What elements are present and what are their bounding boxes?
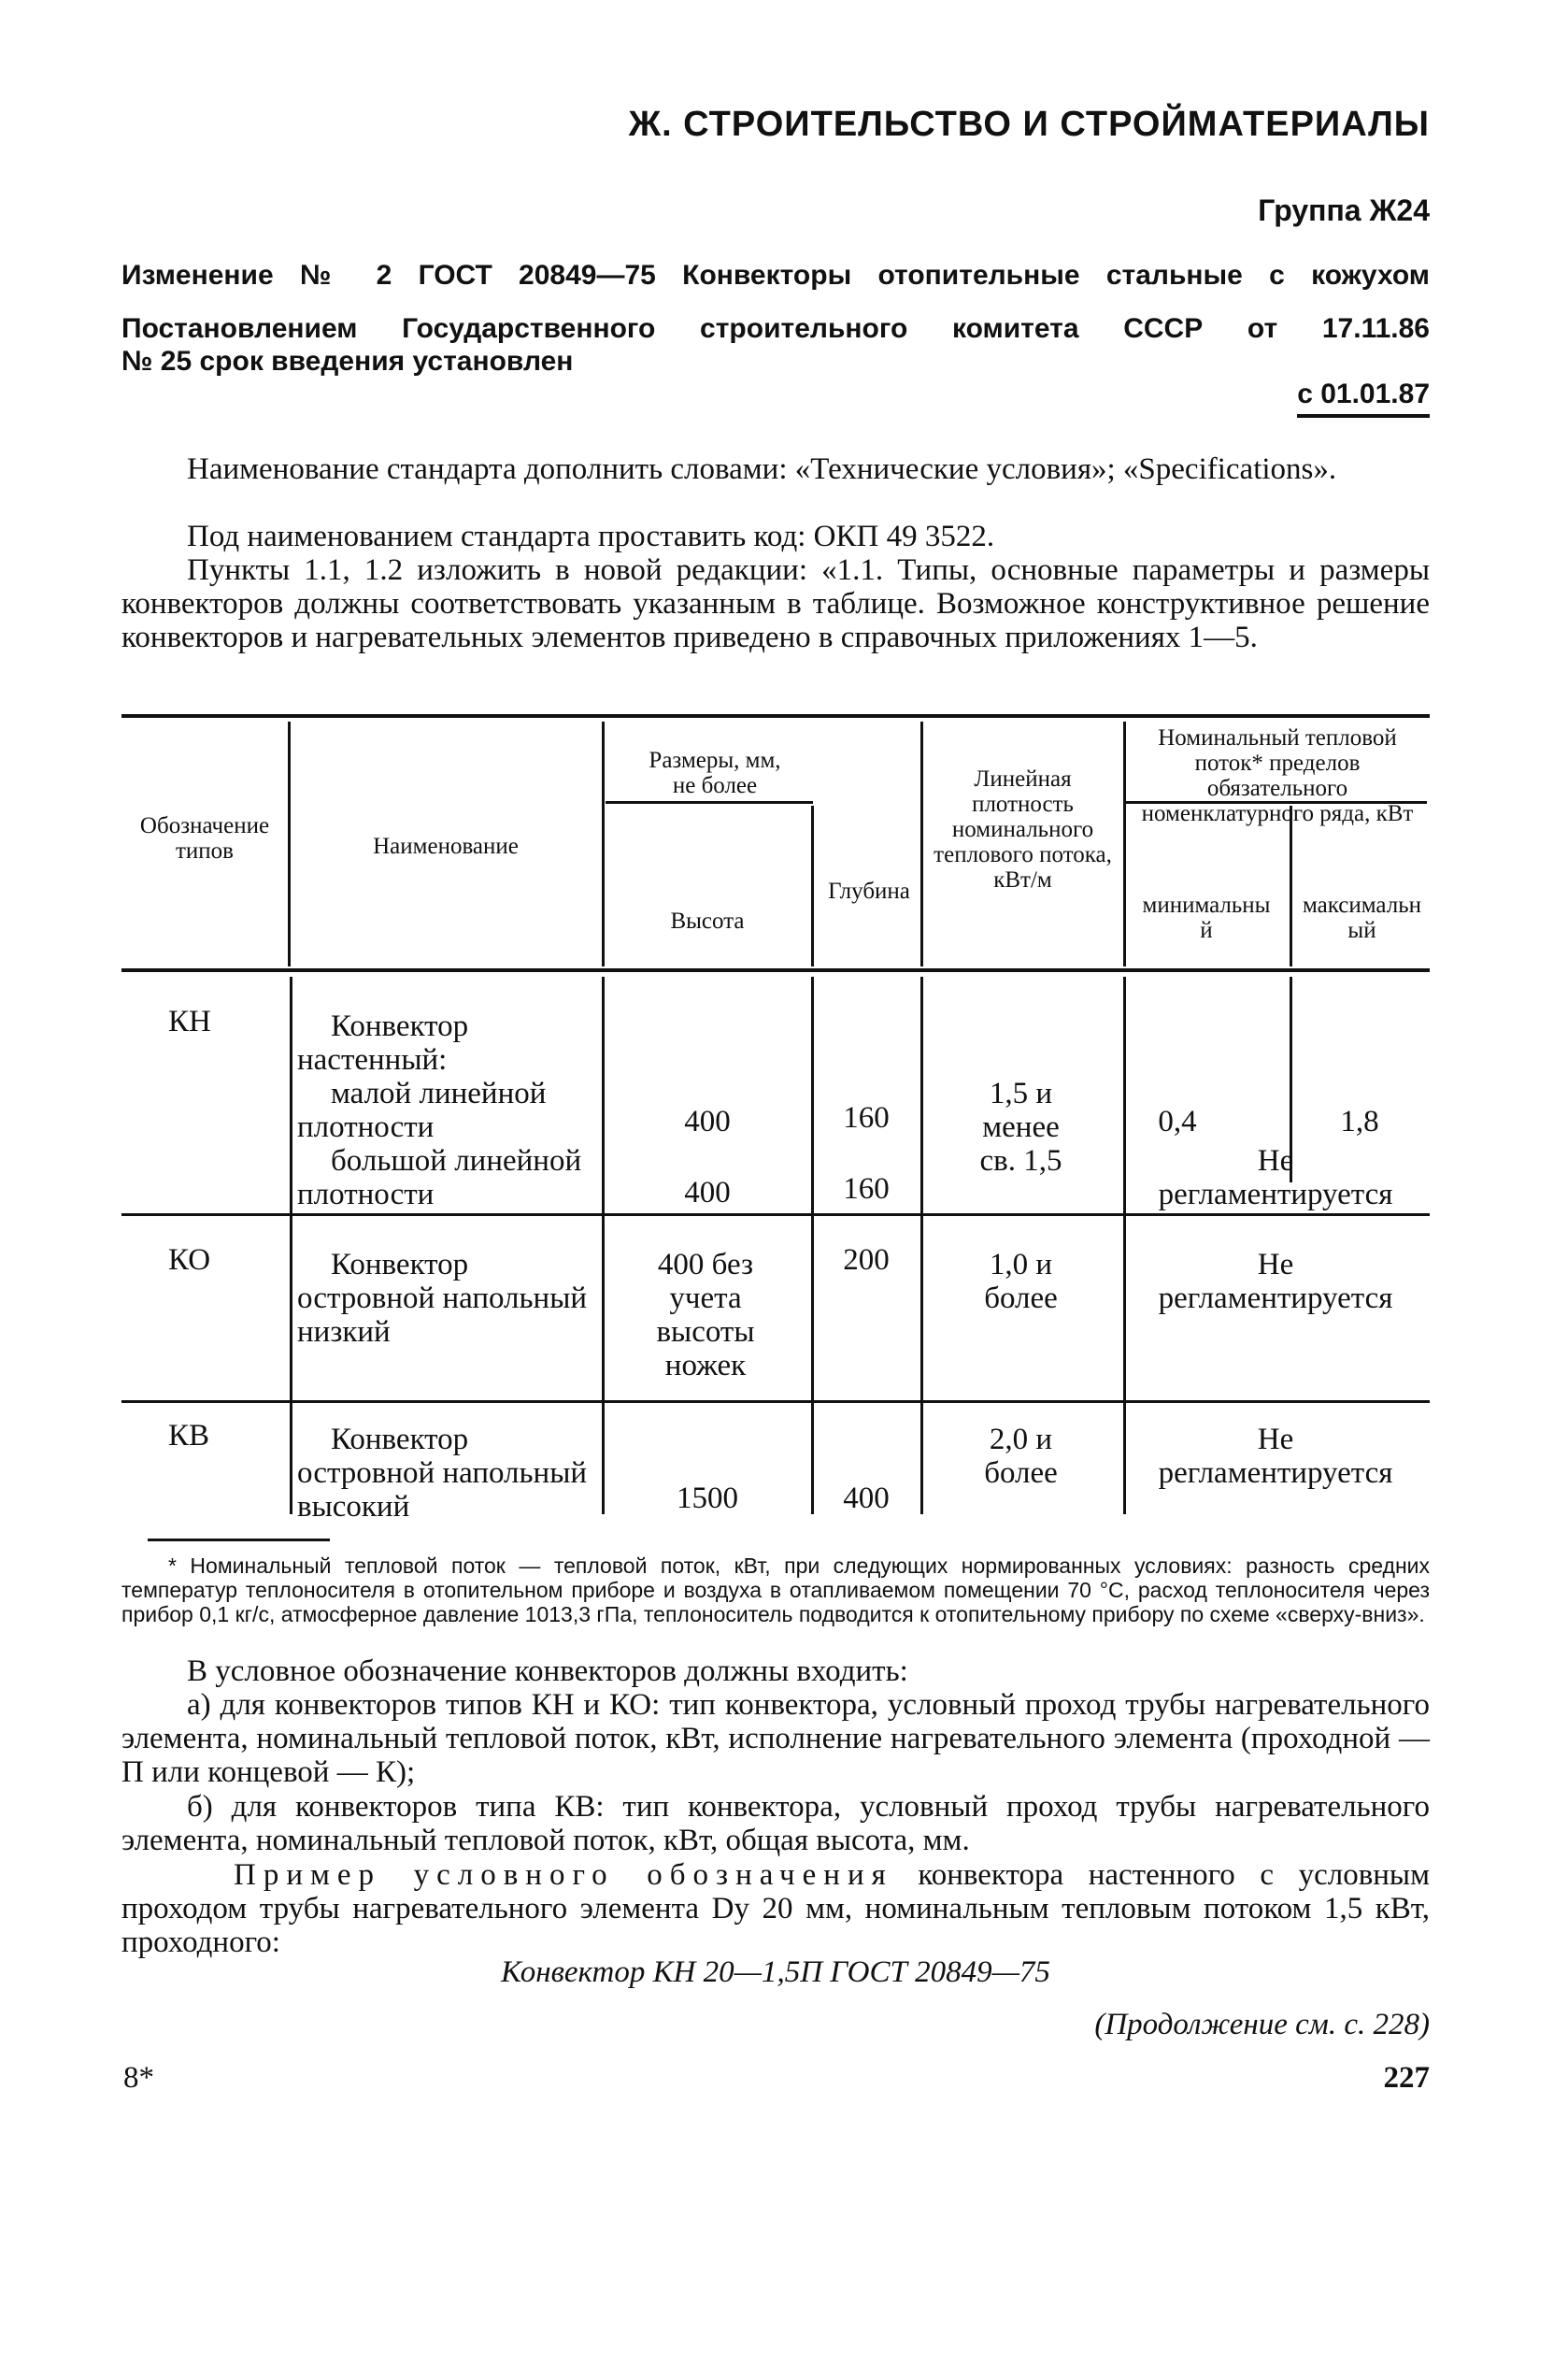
- col-divider: [288, 722, 291, 966]
- signature-mark: 8*: [123, 2061, 154, 2095]
- header-type: Обозначение типов: [139, 813, 270, 864]
- depth: 400: [843, 1482, 890, 1515]
- col-divider: [602, 977, 605, 1514]
- intro-paragraph-3: Пункты 1.1, 1.2 изложить в новой редакции: «1.1. Типы, основные параметры и размеры конвекторов должны соответствовать указанным в таблице. Возможное конструктивное решение конвекторов и нагревательных элементов приведено в справочных приложениях 1—5.: [121, 553, 1430, 654]
- header-max: максимальный: [1303, 893, 1421, 943]
- page-number: 227: [1383, 2061, 1430, 2095]
- col-divider: [811, 977, 814, 1514]
- group-label: Группа Ж24: [1258, 193, 1430, 227]
- sub2-depth: 160: [843, 1172, 890, 1206]
- sub1-density: 1,5 и менее: [982, 1077, 1060, 1144]
- name: Конвектор островной напольный высокий: [297, 1423, 588, 1524]
- footnote-rule: [148, 1539, 330, 1541]
- height: 1500: [677, 1482, 738, 1515]
- header-height: Высота: [670, 909, 745, 934]
- dimensions-subrule: [606, 801, 813, 804]
- type-code: КВ: [168, 1419, 210, 1453]
- header-nominal-flow: Номинальный тепловой поток* пределов обязательного номенклатурного ряда, кВт: [1141, 725, 1414, 826]
- sub2-flow: Не регламентируется: [1158, 1144, 1393, 1211]
- intro-paragraph-2: Под наименованием стандарта проставить код: ОКП 49 3522.: [187, 520, 995, 553]
- footnote: * Номинальный тепловой поток — тепловой поток, кВт, при следующих нормированных условиях: разность средних температур теплоносителя в отопительном приборе и воздуха в отапливаемом помещении 70 °С, расход теплоносителя через прибор 0,1 кг/с, атмосферное давление 1013,3 гПа, теплоноситель подводится к отопительному прибору по схеме «сверху-вниз».: [121, 1553, 1430, 1626]
- col-divider: [920, 722, 923, 966]
- intro-paragraph-1: Наименование стандарта дополнить словами: «Технические условия»; «Specifications».: [187, 452, 1337, 486]
- col-divider: [920, 977, 923, 1514]
- row-rule: [121, 1400, 1430, 1403]
- col-divider: [811, 806, 814, 966]
- example-lead: Пример условного обозначения: [234, 1858, 893, 1892]
- header-dimensions: Размеры, мм, не более: [649, 748, 781, 798]
- sub2-name: большой линейной плотности: [297, 1144, 582, 1211]
- flow: Не регламентируется: [1158, 1248, 1393, 1315]
- name-main: Конвектор настенный:: [297, 1009, 469, 1077]
- height: 400 без учета высоты ножек: [656, 1248, 755, 1382]
- sub2-density: св. 1,5: [979, 1144, 1062, 1178]
- flow: Не регламентируется: [1158, 1423, 1393, 1490]
- col-divider: [1290, 806, 1292, 966]
- body-paragraph-1: В условное обозначение конвекторов должны входить:: [187, 1654, 908, 1688]
- header-name: Наименование: [373, 834, 519, 859]
- header-min: минимальный: [1142, 893, 1271, 943]
- sub1-name: малой линейной плотности: [297, 1077, 547, 1144]
- example-rest: конвектора настенного с условным проходом трубы нагревательного элемента Dу 20 мм, номинальным тепловым потоком 1,5 кВт, проходного:: [121, 1858, 1430, 1959]
- type-code: КН: [168, 1005, 211, 1038]
- depth: 200: [843, 1243, 890, 1277]
- header-depth: Глубина: [828, 879, 910, 904]
- resolution-line-1: Постановлением Государственного строительного комитета СССР от 17.11.86: [121, 313, 1430, 344]
- col-divider: [1123, 722, 1126, 966]
- section-title: Ж. СТРОИТЕЛЬСТВО И СТРОЙМАТЕРИАЛЫ: [628, 105, 1430, 144]
- col-divider: [1123, 977, 1126, 1514]
- table-top-rule: [121, 714, 1430, 718]
- header-linear-density: Линейная плотность номинального теплового потока, кВт/м: [934, 766, 1112, 893]
- sub1-depth: 160: [843, 1101, 890, 1135]
- density: 2,0 и более: [984, 1423, 1058, 1490]
- row-rule: [121, 1213, 1430, 1216]
- body-paragraph-a: а) для конвекторов типов КН и КО: тип конвектора, условный проход трубы нагревательного элемента, номинальный тепловой поток, кВт, исполнение нагревательного элемента (проходной — П или концевой — К);: [121, 1688, 1430, 1789]
- col-divider: [602, 722, 605, 966]
- example-designation: Конвектор КН 20—1,5П ГОСТ 20849—75: [501, 1955, 1050, 1989]
- resolution-line-2: № 25 срок введения установлен: [121, 346, 574, 377]
- sub2-height: 400: [684, 1176, 731, 1210]
- effective-date: с 01.01.87: [1297, 379, 1430, 418]
- change-title: Изменение № 2 ГОСТ 20849—75 Конвекторы отопительные стальные с кожухом: [121, 260, 1430, 291]
- sub1-min: 0,4: [1158, 1105, 1197, 1138]
- body-paragraph-b: б) для конвекторов типа КВ: тип конвектора, условный проход трубы нагревательного элемента, номинальный тепловой поток, кВт, общая высота, мм.: [121, 1790, 1430, 1857]
- header-bottom-rule: [121, 968, 1430, 972]
- type-code: КО: [168, 1243, 211, 1277]
- sub1-height: 400: [684, 1105, 731, 1138]
- col-divider: [290, 977, 292, 1514]
- example-paragraph: [121, 1858, 1430, 1959]
- continued-note: (Продолжение см. с. 228): [1094, 2008, 1430, 2041]
- name: Конвектор островной напольный низкий: [297, 1248, 588, 1349]
- density: 1,0 и более: [984, 1248, 1058, 1315]
- sub1-max: 1,8: [1340, 1105, 1379, 1138]
